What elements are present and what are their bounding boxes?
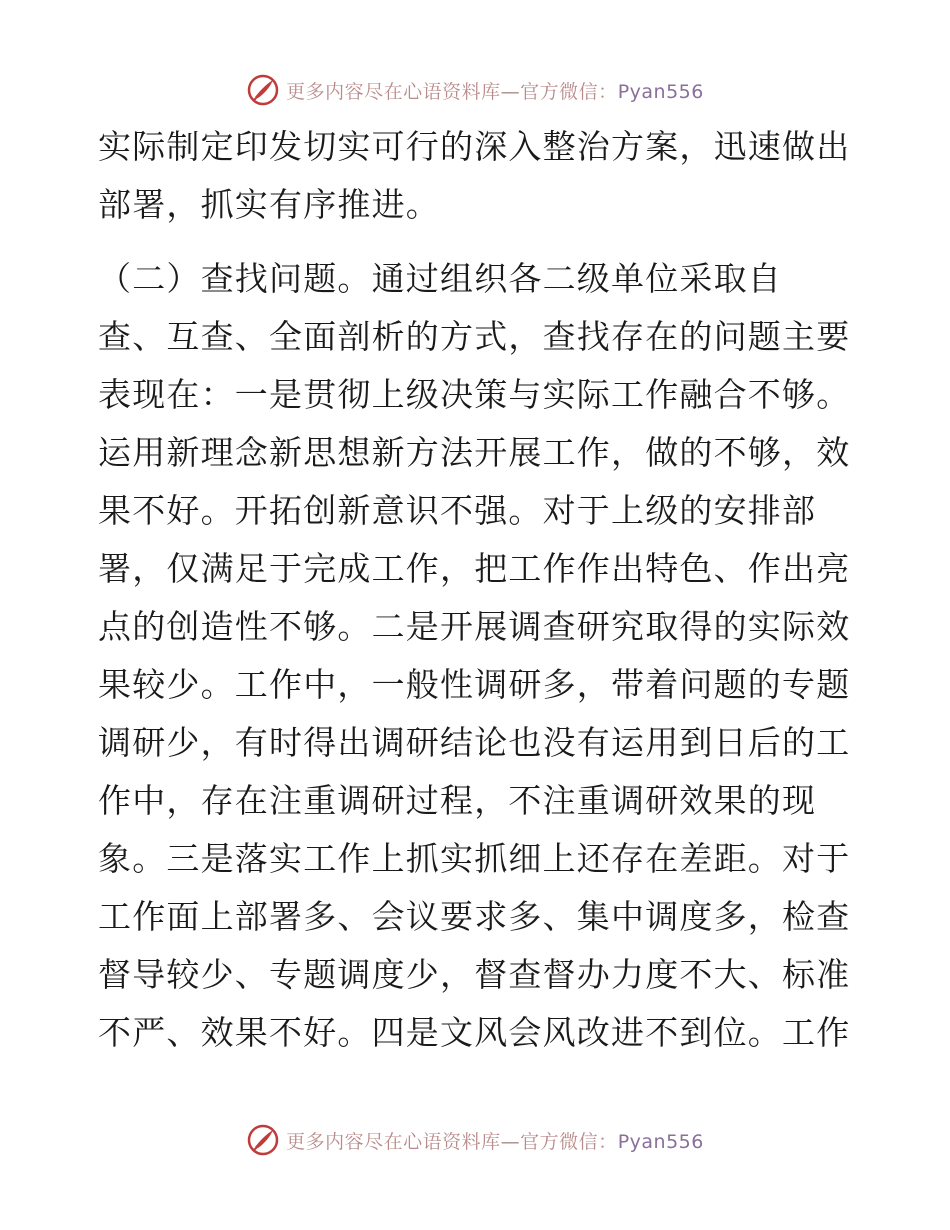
text-line: 不严、效果不好。四是文风会风改进不到位。工作: [98, 1013, 850, 1052]
text-line: 果较少。工作中，一般性调研多，带着问题的专题: [98, 665, 850, 704]
text-line: 果不好。开拓创新意识不强。对于上级的安排部: [98, 491, 817, 530]
text-line: 部署，抓实有序推进。: [98, 185, 440, 224]
text-line: 点的创造性不够。二是开展调查研究取得的实际效: [98, 607, 850, 646]
watermark-text: 更多内容尽在心语资料库—官方微信：Pyan556: [286, 80, 704, 103]
text-line: 调研少，有时得出调研结论也没有运用到日后的工: [98, 723, 850, 762]
watermark-text: 更多内容尽在心语资料库—官方微信：Pyan556: [286, 1130, 704, 1153]
quill-logo-icon: [246, 73, 280, 107]
text-line: 督导较少、专题调度少，督查督办力度不大、标准: [98, 955, 850, 994]
text-line: 作中，存在注重调研过程，不注重调研效果的现: [98, 781, 817, 820]
document-body: [98, 118, 850, 1062]
footer-watermark: [0, 1120, 950, 1160]
text-line: 象。三是落实工作上抓实抓细上还存在差距。对于: [98, 839, 850, 878]
text-line: 实际制定印发切实可行的深入整治方案，迅速做出: [98, 127, 850, 166]
section-heading-line: （二）查找问题。通过组织各二级单位采取自: [98, 259, 782, 298]
text-line: 表现在：一是贯彻上级决策与实际工作融合不够。: [98, 375, 850, 414]
text-line: 运用新理念新思想新方法开展工作，做的不够，效: [98, 433, 850, 472]
text-line: 工作面上部署多、会议要求多、集中调度多，检查: [98, 897, 850, 936]
text-line: 查、互查、全面剖析的方式，查找存在的问题主要: [98, 317, 850, 356]
header-watermark: [0, 70, 950, 110]
text-line: 署，仅满足于完成工作，把工作作出特色、作出亮: [98, 549, 850, 588]
quill-logo-icon: [246, 1123, 280, 1157]
